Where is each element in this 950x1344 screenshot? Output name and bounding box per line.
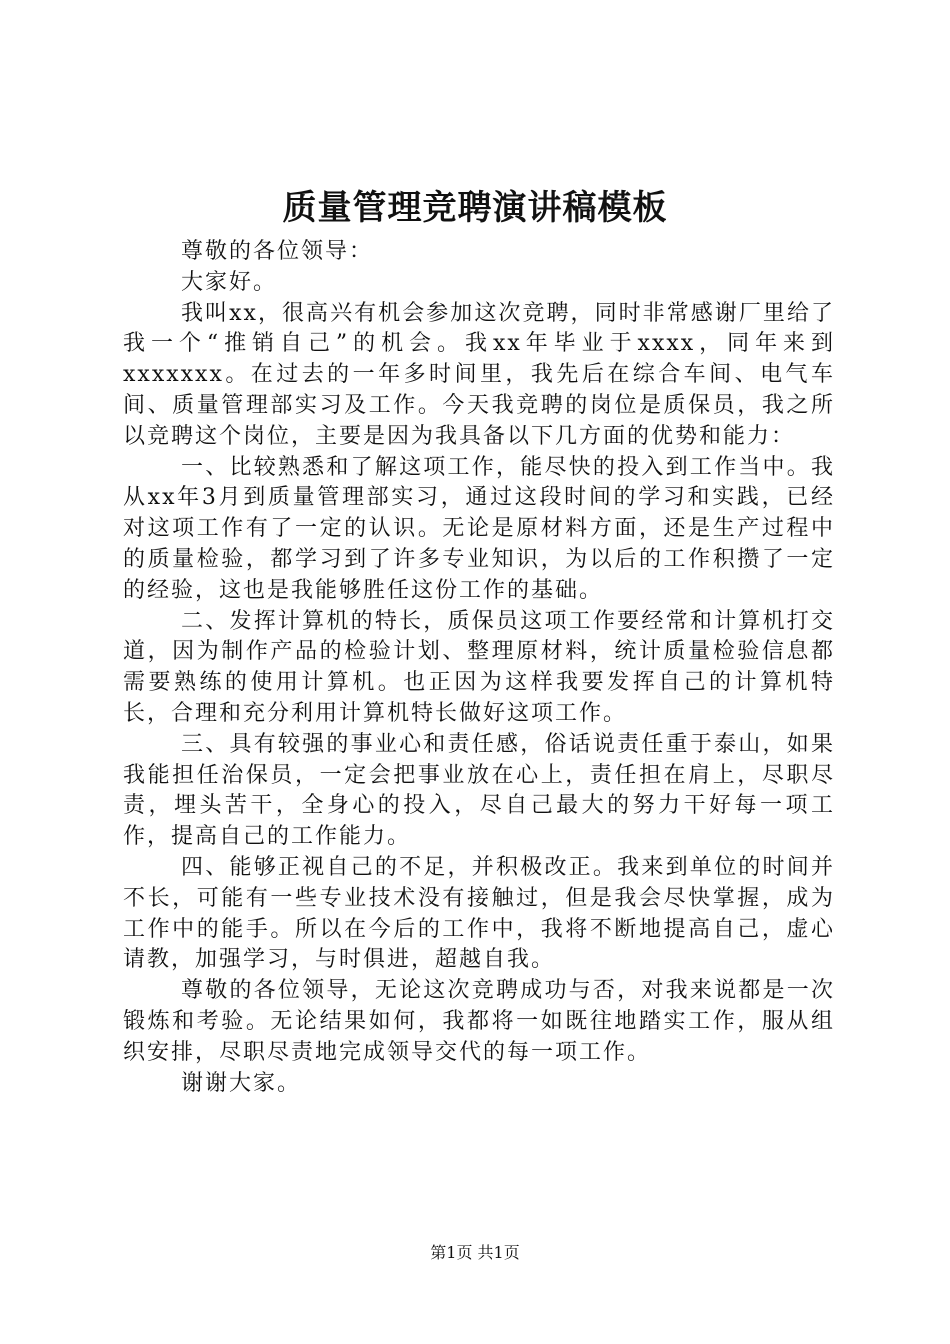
paragraph-point-four: 四、能够正视自己的不足，并积极改正。我来到单位的时间并不长，可能有一些专业技术没有接触过，但是我会尽快掌握，成为工作中的能手。所以在今后的工作中，我将不断地提高自己，虚心请教，加强学习，与时俱进，超越自我。 [123, 854, 835, 973]
paragraph-conclusion: 尊敬的各位领导，无论这次竞聘成功与否，对我来说都是一次锻炼和考验。无论结果如何，我都将一如既往地踏实工作，服从组织安排，尽职尽责地完成领导交代的每一项工作。 [123, 978, 835, 1065]
paragraph-introduction: 我叫xx，很高兴有机会参加这次竞聘，同时非常感谢厂里给了我一个“推销自己”的机会。我xx年毕业于xxxx，同年来到xxxxxxx。在过去的一年多时间里，我先后在综合车间、电气车间、质量管理部实习及工作。今天我竞聘的岗位是质保员，我之所以竞聘这个岗位，主要是因为我具备以下几方面的优势和能力： [123, 300, 835, 449]
document-body [123, 237, 835, 1099]
paragraph-point-one: 一、比较熟悉和了解这项工作，能尽快的投入到工作当中。我从xx年3月到质量管理部实习，通过这段时间的学习和实践，已经对这项工作有了一定的认识。无论是原材料方面，还是生产过程中的质量检验，都学习到了许多专业知识，为以后的工作积攒了一定的经验，这也是我能够胜任这份工作的基础。 [123, 454, 835, 603]
paragraph-point-three: 三、具有较强的事业心和责任感，俗话说责任重于泰山，如果我能担任治保员，一定会把事业放在心上，责任担在肩上，尽职尽责，埋头苦干，全身心的投入，尽自己最大的努力干好每一项工作，提高自己的工作能力。 [123, 731, 835, 850]
document-title: 质量管理竞聘演讲稿模板 [282, 188, 668, 228]
paragraph-thanks: 谢谢大家。 [181, 1070, 302, 1096]
page-footer: 第1页 共1页 [430, 1243, 520, 1262]
paragraph-point-two: 二、发挥计算机的特长，质保员这项工作要经常和计算机打交道，因为制作产品的检验计划、整理原材料，统计质量检验信息都需要熟练的使用计算机。也正因为这样我要发挥自己的计算机特长，合理和充分利用计算机特长做好这项工作。 [123, 608, 835, 726]
paragraph-greeting: 大家好。 [181, 269, 278, 295]
paragraph-salutation: 尊敬的各位领导： [181, 239, 374, 264]
